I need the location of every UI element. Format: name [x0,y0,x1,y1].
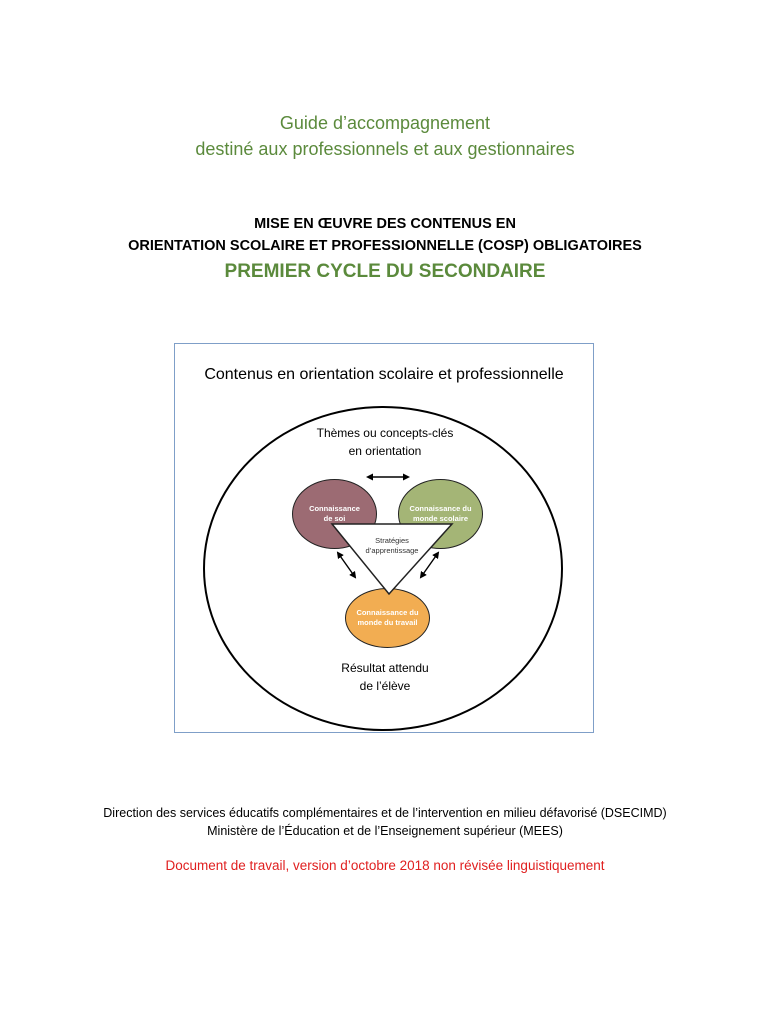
bubble-self-line1: Connaissance [309,504,360,513]
footer-direction: Direction des services éducatifs complémentaires et de l’intervention en milieu défavorisé (DSECIMD) [103,806,667,820]
guide-subtitle-line1: Guide d’accompagnement [279,113,491,133]
result-label-line1: Résultat attendu [341,661,429,675]
document-title-highlight: PREMIER CYCLE DU SECONDAIRE [224,261,546,282]
bubble-self-line2: de soi [323,514,346,523]
bubble-school-line1: Connaissance du [409,504,472,513]
themes-label-line1: Thèmes ou concepts-clés [316,426,454,440]
strategies-line2: d’apprentissage [365,546,419,555]
draft-notice: Document de travail, version d’octobre 2018 non révisée linguistiquement [165,858,605,873]
document-title-line1: MISE EN ŒUVRE DES CONTENUS EN [254,216,516,232]
result-label-line2: de l’élève [359,679,411,693]
bubble-school-line2: monde scolaire [412,514,468,523]
footer-ministry: Ministère de l’Éducation et de l’Enseignement supérieur (MEES) [207,824,563,838]
themes-label-line2: en orientation [348,444,422,458]
strategies-line1: Stratégies [375,536,409,545]
document-title-line2: ORIENTATION SCOLAIRE ET PROFESSIONNELLE (COSP) OBLIGATOIRES [128,238,642,254]
cosp-diagram [174,343,594,733]
guide-subtitle-line2: destiné aux professionnels et aux gestionnaires [195,139,575,159]
bubble-work-line1: Connaissance du [356,608,419,617]
bubble-work-line2: monde du travail [357,618,418,627]
diagram-title: Contenus en orientation scolaire et professionnelle [204,366,564,383]
result-label [285,659,485,695]
arrow-self-work [338,553,355,577]
strategies-label [342,536,442,556]
